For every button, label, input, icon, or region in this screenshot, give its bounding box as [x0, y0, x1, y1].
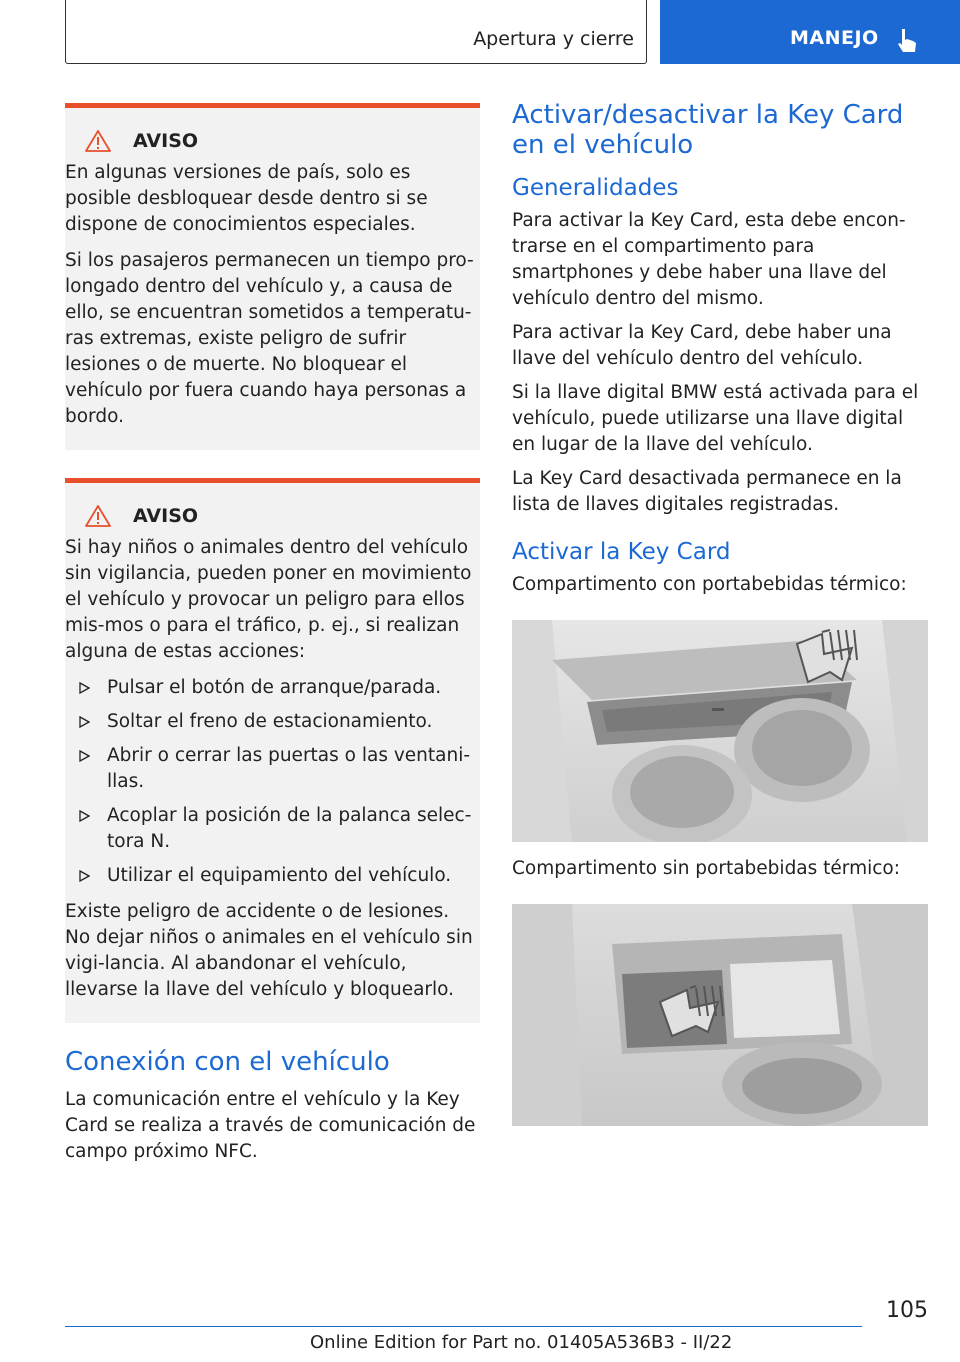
hand-pointer-icon	[896, 28, 918, 54]
section-heading-activate-deactivate: Activar/desactivar la Key Card en el vehículo	[512, 100, 904, 160]
warning-header	[65, 130, 480, 152]
warning-outro: Existe peligro de accidente o de lesiones. No dejar niños o animales en el vehículo sin vigi-lancia. Al abandonar el vehículo, llevarse la llave del vehículo y bloquearlo.	[65, 901, 473, 1000]
bullet-triangle-icon	[79, 682, 90, 694]
warning-title: AVISO	[133, 130, 199, 152]
list-item-text: Acoplar la posición de la palanca selec-tora N.	[107, 805, 472, 852]
header-chapter-tab[interactable]	[660, 0, 960, 64]
list-item	[65, 709, 480, 735]
photo-caption-non-thermal: Compartimento sin portabebidas térmico:	[512, 858, 900, 879]
warning-title: AVISO	[133, 505, 199, 527]
list-item-text: Soltar el freno de estacionamiento.	[107, 711, 433, 732]
header-chapter-label: MANEJO	[790, 27, 879, 49]
bullet-triangle-icon	[79, 716, 90, 728]
warning-box-1	[65, 103, 480, 450]
list-item	[65, 743, 480, 795]
bullet-triangle-icon	[79, 870, 90, 882]
warning-triangle-icon	[85, 130, 111, 152]
bullet-triangle-icon	[79, 810, 90, 822]
photo-compartment-without-thermal-cupholder	[512, 904, 928, 1126]
footer-divider	[65, 1326, 862, 1327]
list-item-text: Pulsar el botón de arranque/parada.	[107, 677, 442, 698]
left-column	[65, 103, 480, 1173]
warning-action-list	[65, 675, 480, 889]
warning-header	[65, 505, 480, 527]
photo-compartment-with-thermal-cupholder	[512, 620, 928, 842]
list-item-text: Utilizar el equipamiento del vehículo.	[107, 865, 452, 886]
warning-intro: Si hay niños o animales dentro del vehículo sin vigilancia, pueden poner en movimiento el vehículo y provocar un peligro para ellos mis-mos o para el tráfico, p. ej., si realizan alguna de estas acciones:	[65, 537, 472, 662]
footer-edition-text: Online Edition for Part no. 01405A536B3 - II/22	[310, 1332, 733, 1353]
general-paragraph: La Key Card desactivada permanece en la lista de llaves digitales registradas.	[512, 468, 902, 515]
warning-triangle-icon	[85, 505, 111, 527]
bullet-triangle-icon	[79, 750, 90, 762]
page-number: 105	[886, 1298, 928, 1323]
general-paragraph: Si la llave digital BMW está activada para el vehículo, puede utilizarse una llave digital en lugar de la llave del vehículo.	[512, 382, 919, 455]
header-section-title: Apertura y cierre	[473, 28, 634, 50]
list-item	[65, 803, 480, 855]
photo-caption-thermal: Compartimento con portabebidas térmico:	[512, 574, 907, 595]
list-item-text: Abrir o cerrar las puertas o las ventani-llas.	[107, 745, 471, 792]
section-heading-connection: Conexión con el vehículo	[65, 1047, 390, 1077]
right-column	[512, 100, 928, 1126]
list-item	[65, 675, 480, 701]
list-item	[65, 863, 480, 889]
warning-paragraph: En algunas versiones de país, solo es posible desbloquear desde dentro si se dispone de conocimientos especiales.	[65, 162, 428, 235]
general-paragraph: Para activar la Key Card, esta debe encon-trarse en el compartimento para smartphones y debe haber una llave del vehículo dentro del mismo.	[512, 210, 906, 309]
subheading-general: Generalidades	[512, 175, 679, 201]
general-paragraph: Para activar la Key Card, debe haber una llave del vehículo dentro del vehículo.	[512, 322, 892, 369]
subheading-activate-key-card: Activar la Key Card	[512, 539, 731, 565]
warning-paragraph: Si los pasajeros permanecen un tiempo pro-longado dentro del vehículo y, a causa de ello, se encuentran sometidos a temperatu-ras extremas, existe peligro de sufrir lesiones o de muerte. No bloquear el vehículo por fuera cuando haya personas a bordo.	[65, 250, 474, 427]
connection-text: La comunicación entre el vehículo y la Key Card se realiza a través de comunicación de campo próximo NFC.	[65, 1089, 476, 1162]
warning-box-2	[65, 478, 480, 1023]
